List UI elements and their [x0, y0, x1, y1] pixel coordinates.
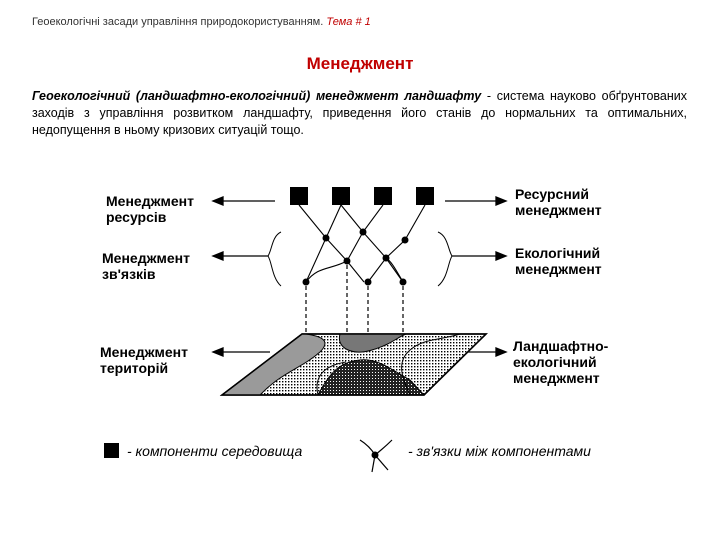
- label-resource-management: Менеджмент ресурсів: [106, 193, 194, 225]
- link-node: [360, 229, 367, 236]
- link-node: [402, 237, 409, 244]
- label-territory-management: Менеджмент територій: [100, 344, 188, 376]
- legend-links-text: - зв'язки між компонентами: [408, 443, 591, 459]
- label-link-management: Менеджмент зв'язків: [102, 250, 190, 282]
- topic-label: Тема # 1: [326, 16, 371, 28]
- course-name: Геоекологічні засади управління природокористуванням.: [32, 16, 324, 28]
- definition-term: Геоекологічний (ландшафтно-екологічний) менеджмент ландшафту: [32, 89, 482, 103]
- link-node: [383, 255, 390, 262]
- component-square: [290, 187, 308, 205]
- legend-components-text: - компоненти середовища: [127, 443, 303, 459]
- link-node: [344, 258, 351, 265]
- legend-square-icon: [104, 443, 119, 458]
- component-square: [374, 187, 392, 205]
- component-square: [416, 187, 434, 205]
- definition-text: - система науково обґрунтованих заходів з управління розвитком ландшафту, приведення його станів до нормальних та оптимальних, недопущення в ньому кризових ситуацій тощо.: [32, 89, 687, 137]
- label-resource-manager: Ресурсний менеджмент: [515, 186, 602, 218]
- link-node: [303, 279, 310, 286]
- page-title: Менеджмент: [306, 54, 414, 73]
- component-square: [332, 187, 350, 205]
- component-squares: [290, 187, 434, 205]
- link-node: [323, 235, 330, 242]
- legend-link-node: [372, 452, 379, 459]
- link-node: [400, 279, 407, 286]
- link-nodes: [303, 229, 409, 286]
- label-ecological-manager: Екологічний менеджмент: [515, 245, 602, 277]
- link-network: [299, 205, 425, 282]
- label-landscape-manager: Ландшафтно- екологічний менеджмент: [513, 338, 609, 386]
- territory-plane: [222, 334, 486, 395]
- link-node: [365, 279, 372, 286]
